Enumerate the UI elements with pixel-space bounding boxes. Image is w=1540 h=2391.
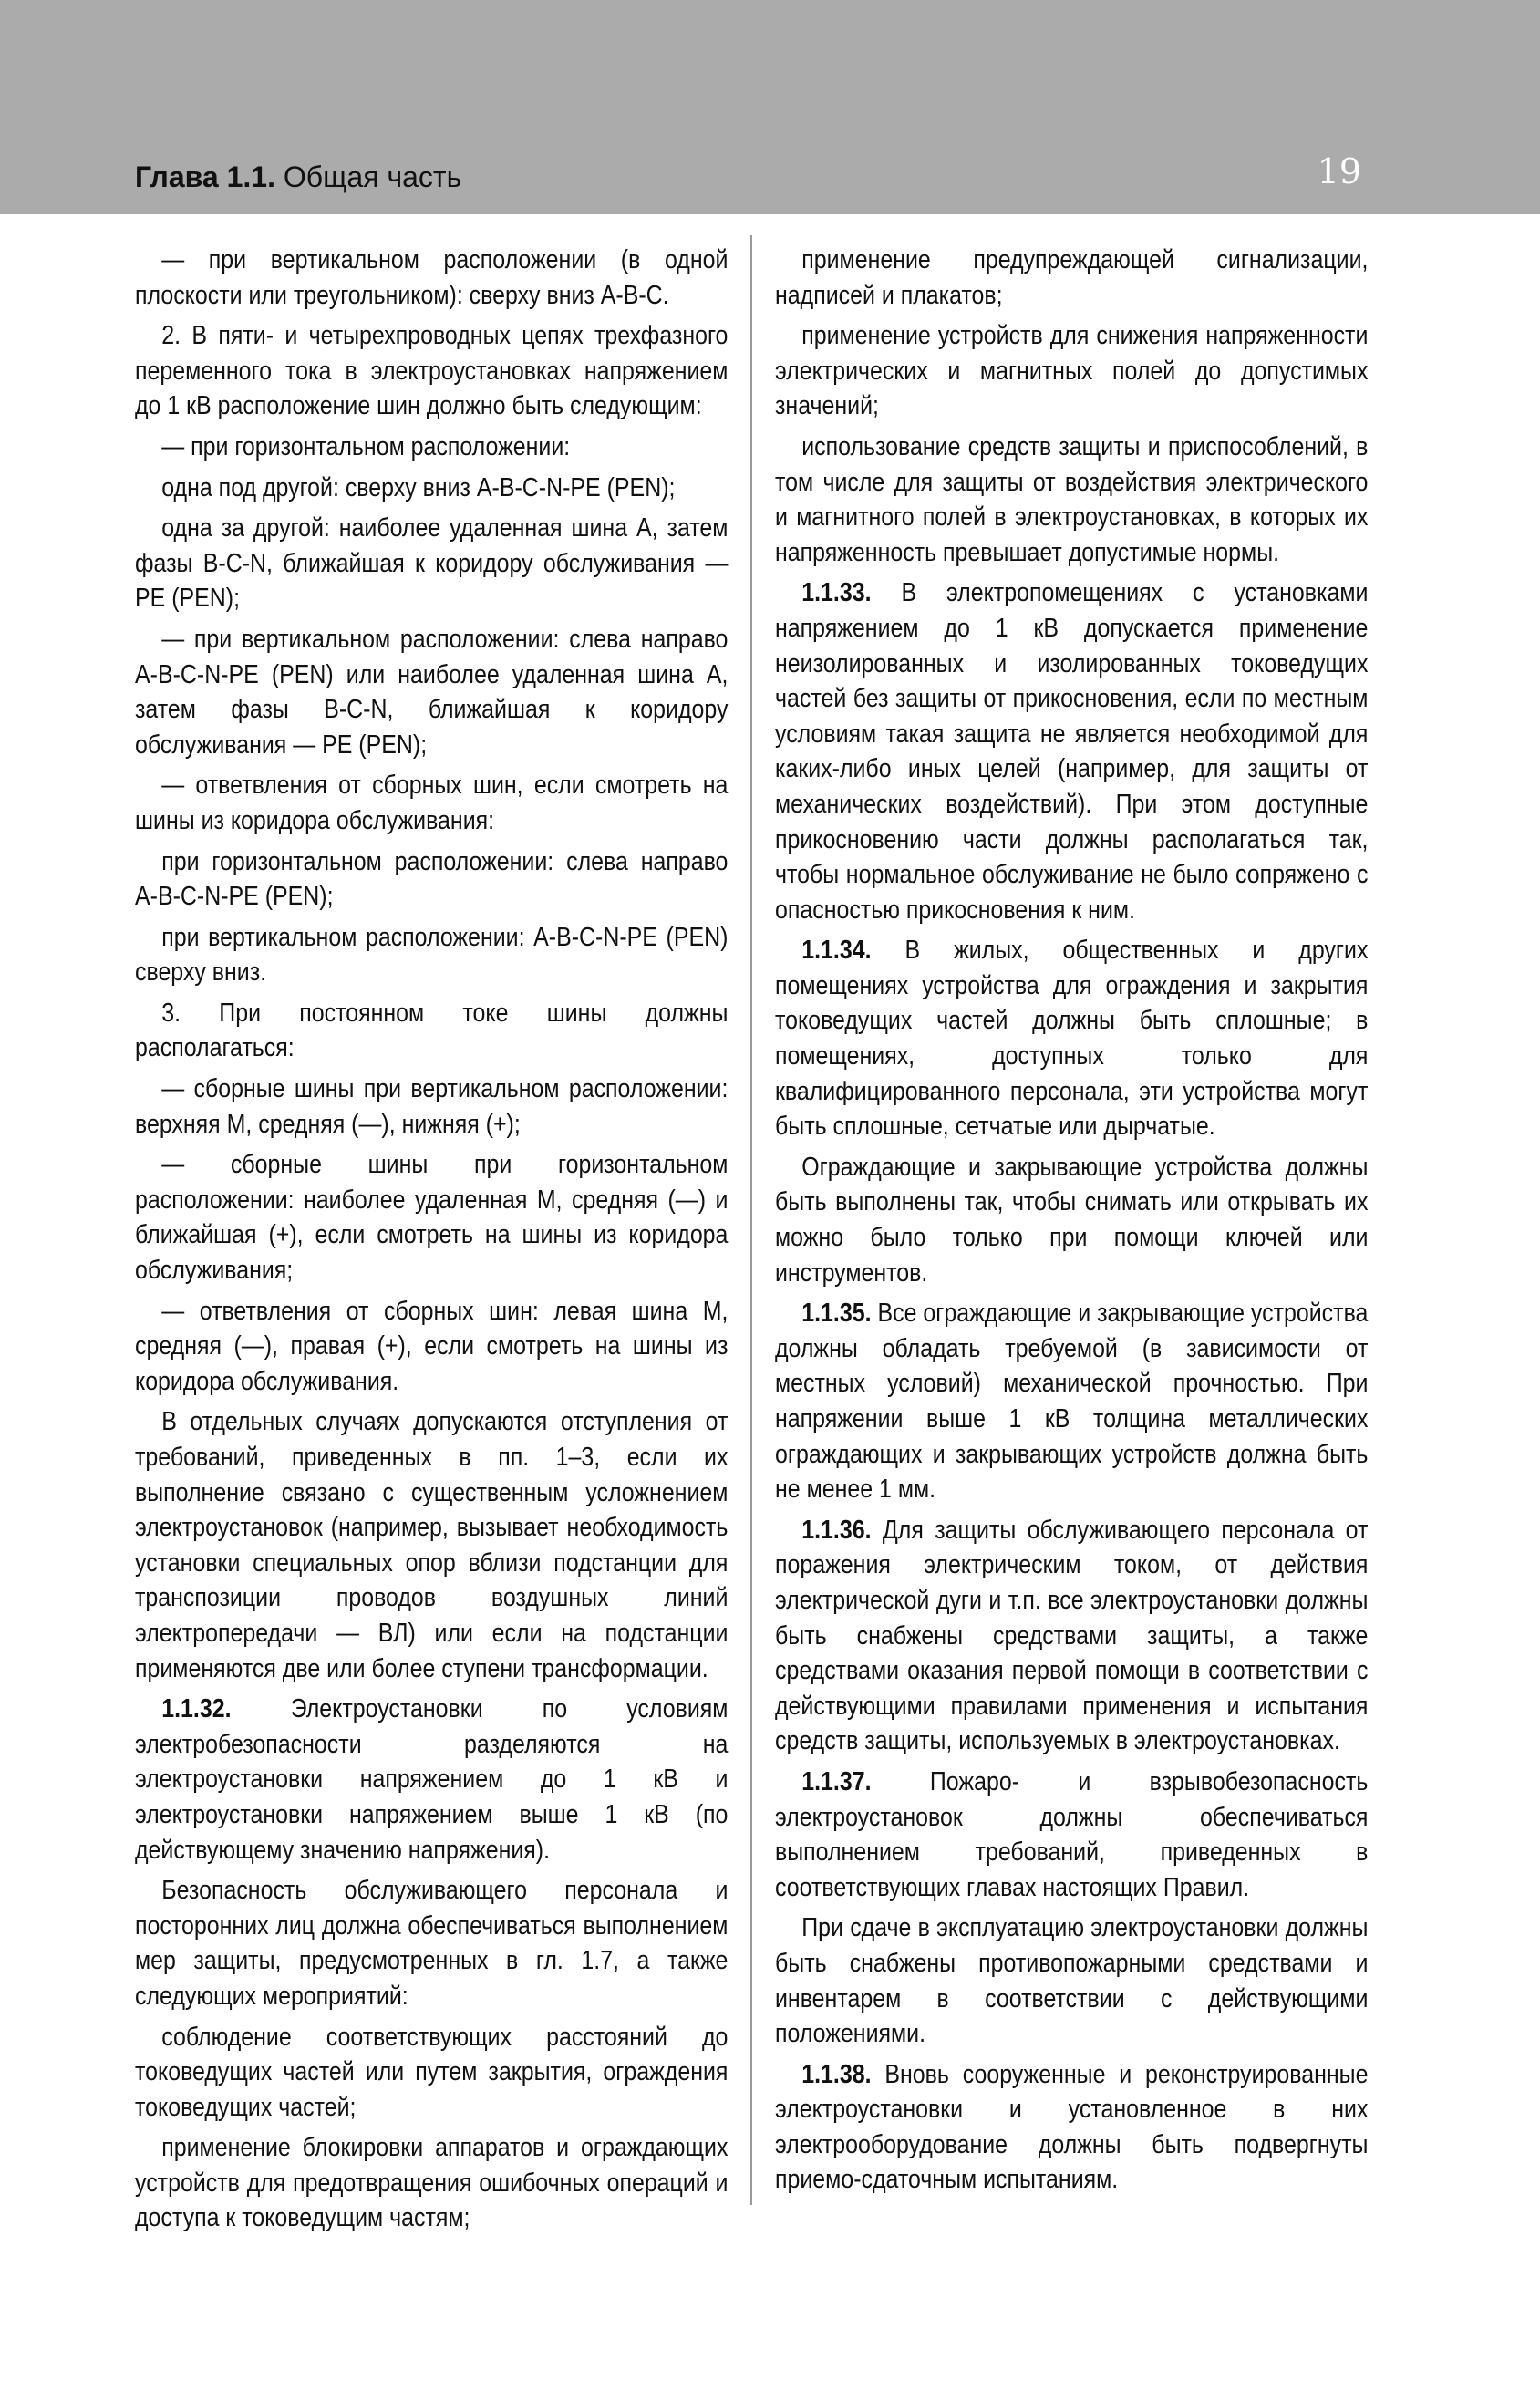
paragraph bbox=[135, 243, 728, 313]
paragraph-text: Электроустановки по условиям электробезопасности разделяются на электроустановки напряжением до 1 кВ и электроустановки напряжением выше 1 кВ (по действующему значению напряжения). bbox=[135, 1694, 729, 1865]
paragraph bbox=[775, 1296, 1368, 1507]
paragraph-text: соблюдение соответствующих расстояний до токоведущих частей или путем закрытия, ограждения токоведущих частей; bbox=[135, 2022, 729, 2122]
paragraph bbox=[135, 1294, 728, 1400]
paragraph bbox=[775, 430, 1368, 570]
paragraph-text: при вертикальном расположении: A-B-C-N-PE (PEN) сверху вниз. bbox=[135, 922, 729, 988]
paragraph-text: Безопасность обслуживающего персонала и посторонних лиц должна обеспечиваться выполнением мер защиты, предусмотренных в гл. 1.7, а также следующих мероприятий: bbox=[135, 1876, 729, 2011]
right-column bbox=[775, 243, 1369, 2203]
paragraph-text: Ограждающие и закрывающие устройства должны быть выполнены так, чтобы снимать или открывать их можно было только при помощи ключей или инструментов. bbox=[775, 1152, 1369, 1288]
paragraph bbox=[775, 1765, 1368, 1905]
page-number: 19 bbox=[1317, 151, 1361, 191]
paragraph bbox=[775, 933, 1368, 1144]
paragraph bbox=[775, 1150, 1368, 1290]
paragraph bbox=[775, 575, 1368, 927]
paragraph bbox=[775, 1513, 1368, 1759]
section-number: 1.1.37. bbox=[801, 1766, 872, 1796]
paragraph-text: — ответвления от сборных шин: левая шина М, средняя (—), правая (+), если смотреть на шины из коридора обслуживания. bbox=[135, 1296, 729, 1396]
paragraph bbox=[135, 2130, 728, 2236]
paragraph-text: использование средств защиты и приспособлений, в том числе для защиты от воздействия электрического и магнитного полей в электроустановках, в которых их напряженность превышает допустимые нормы. bbox=[775, 431, 1369, 567]
paragraph bbox=[135, 430, 728, 465]
paragraph-text: — сборные шины при горизонтальном расположении: наиболее удаленная М, средняя (—) и ближайшая (+), если смотреть на шины из коридора обслуживания; bbox=[135, 1150, 729, 1286]
paragraph-text: Пожаро- и взрывобезопасность электроустановок должны обеспечиваться выполнением требований, приведенных в соответствующих главах настоящих Правил. bbox=[775, 1766, 1369, 1902]
paragraph-text: при горизонтальном расположении: слева направо A-B-C-N-PE (PEN); bbox=[135, 846, 729, 912]
paragraph bbox=[135, 1404, 728, 1686]
paragraph-text: В электропомещениях с установками напряжением до 1 кВ допускается применение неизолированных и изолированных токоведущих частей без защиты от прикосновения, если по местным условиям такая защита не является необходимой для каких-либо иных целей (например, для защиты от механических воздействий). При этом доступные прикосновению части должны располагаться так, чтобы нормальное обслуживание не было сопряжено с опасностью прикосновения к ним. bbox=[775, 578, 1369, 925]
paragraph bbox=[135, 622, 728, 762]
section-number: 1.1.36. bbox=[801, 1515, 872, 1545]
paragraph-text: Для защиты обслуживающего персонала от поражения электрическим током, от действия электрической дуги и т.п. все электроустановки должны быть снабжены средствами защиты, а также средствами оказания первой помощи в соответствии с действующими правилами применения и испытания средств защиты, используемых в электроустановках. bbox=[775, 1515, 1369, 1756]
paragraph-text: одна под другой: сверху вниз A-B-C-N-PE (PEN); bbox=[161, 472, 676, 502]
paragraph bbox=[775, 318, 1368, 424]
paragraph-text: применение предупреждающей сигнализации, надписей и плакатов; bbox=[775, 245, 1369, 310]
paragraph-text: Все ограждающие и закрывающие устройства должны обладать требуемой (в зависимости от местных условий) механической прочностью. При напряжении выше 1 кВ толщина металлических ограждающих и закрывающих устройств должна быть не менее 1 мм. bbox=[775, 1299, 1369, 1505]
paragraph-text: В жилых, общественных и других помещениях устройства для ограждения и закрытия токоведущих частей должны быть сплошные; в помещениях, доступных только для квалифицированного персонала, эти устройства могут быть сплошные, сетчатые или дырчатые. bbox=[775, 936, 1369, 1142]
section-number: 1.1.38. bbox=[801, 2059, 872, 2089]
paragraph-text: 2. В пяти- и четырехпроводных цепях трехфазного переменного тока в электроустановках напряжением до 1 кВ расположение шин должно быть следующим: bbox=[135, 321, 729, 421]
paragraph bbox=[135, 1071, 728, 1142]
paragraph bbox=[775, 243, 1368, 313]
paragraph bbox=[135, 2020, 728, 2126]
section-number: 1.1.34. bbox=[801, 936, 872, 966]
paragraph bbox=[775, 2057, 1368, 2198]
paragraph-text: — при вертикальном расположении: слева направо A-B-C-N-PE (PEN) или наиболее удаленная шина А, затем фазы B-C-N, ближайшая к коридору обслуживания — РЕ (PEN); bbox=[135, 624, 729, 760]
paragraph bbox=[135, 996, 728, 1066]
chapter-title: Общая часть bbox=[283, 160, 462, 193]
paragraph bbox=[135, 844, 728, 915]
paragraph-text: — при вертикальном расположении (в одной плоскости или треугольником): сверху вниз А-В-С. bbox=[135, 245, 729, 310]
paragraph-text: — ответвления от сборных шин, если смотреть на шины из коридора обслуживания: bbox=[135, 771, 729, 835]
paragraph-text: — при горизонтальном расположении: bbox=[161, 431, 571, 461]
page-header bbox=[0, 0, 1540, 214]
paragraph bbox=[135, 768, 728, 838]
column-divider bbox=[750, 235, 752, 2205]
paragraph-text: одна за другой: наиболее удаленная шина А, затем фазы B-C-N, ближайшая к коридору обслуживания — РЕ (PEN); bbox=[135, 513, 729, 614]
section-number: 1.1.33. bbox=[801, 578, 872, 608]
paragraph-text: 3. При постоянном токе шины должны располагаться: bbox=[135, 998, 729, 1063]
left-column bbox=[135, 243, 729, 2241]
paragraph-text: применение блокировки аппаратов и ограждающих устройств для предотвращения ошибочных операций и доступа к токоведущим частям; bbox=[135, 2133, 729, 2233]
paragraph-text: Вновь сооруженные и реконструированные электроустановки и установленное в них электрооборудование должны быть подвергнуты приемо-сдаточным испытаниям. bbox=[775, 2059, 1369, 2195]
paragraph bbox=[775, 1910, 1368, 2051]
paragraph bbox=[135, 920, 728, 990]
section-number: 1.1.35. bbox=[801, 1299, 872, 1329]
paragraph bbox=[135, 1147, 728, 1288]
section-number: 1.1.32. bbox=[161, 1694, 232, 1724]
paragraph-text: применение устройств для снижения напряженности электрических и магнитных полей до допустимых значений; bbox=[775, 321, 1369, 421]
chapter-label: Глава 1.1. bbox=[135, 160, 275, 193]
paragraph bbox=[135, 511, 728, 616]
paragraph bbox=[135, 1692, 728, 1868]
paragraph-text: В отдельных случаях допускаются отступления от требований, приведенных в пп. 1–3, если их выполнение связано с существенным усложнением электроустановок (например, вызывает необходимость установки специальных опор вблизи подстанции для транспозиции проводов воздушных линий электропередачи — ВЛ) или если на подстанции применяются две или более ступени трансформации. bbox=[135, 1407, 729, 1683]
paragraph bbox=[135, 471, 728, 506]
chapter-heading bbox=[135, 160, 461, 194]
paragraph-text: При сдаче в эксплуатацию электроустановки должны быть снабжены противопожарными средствами и инвентарем в соответствии с действующими положениями. bbox=[775, 1913, 1369, 2049]
paragraph bbox=[135, 1873, 728, 2013]
paragraph-text: — сборные шины при вертикальном расположении: верхняя М, средняя (—), нижняя (+); bbox=[135, 1074, 729, 1139]
paragraph bbox=[135, 318, 728, 424]
